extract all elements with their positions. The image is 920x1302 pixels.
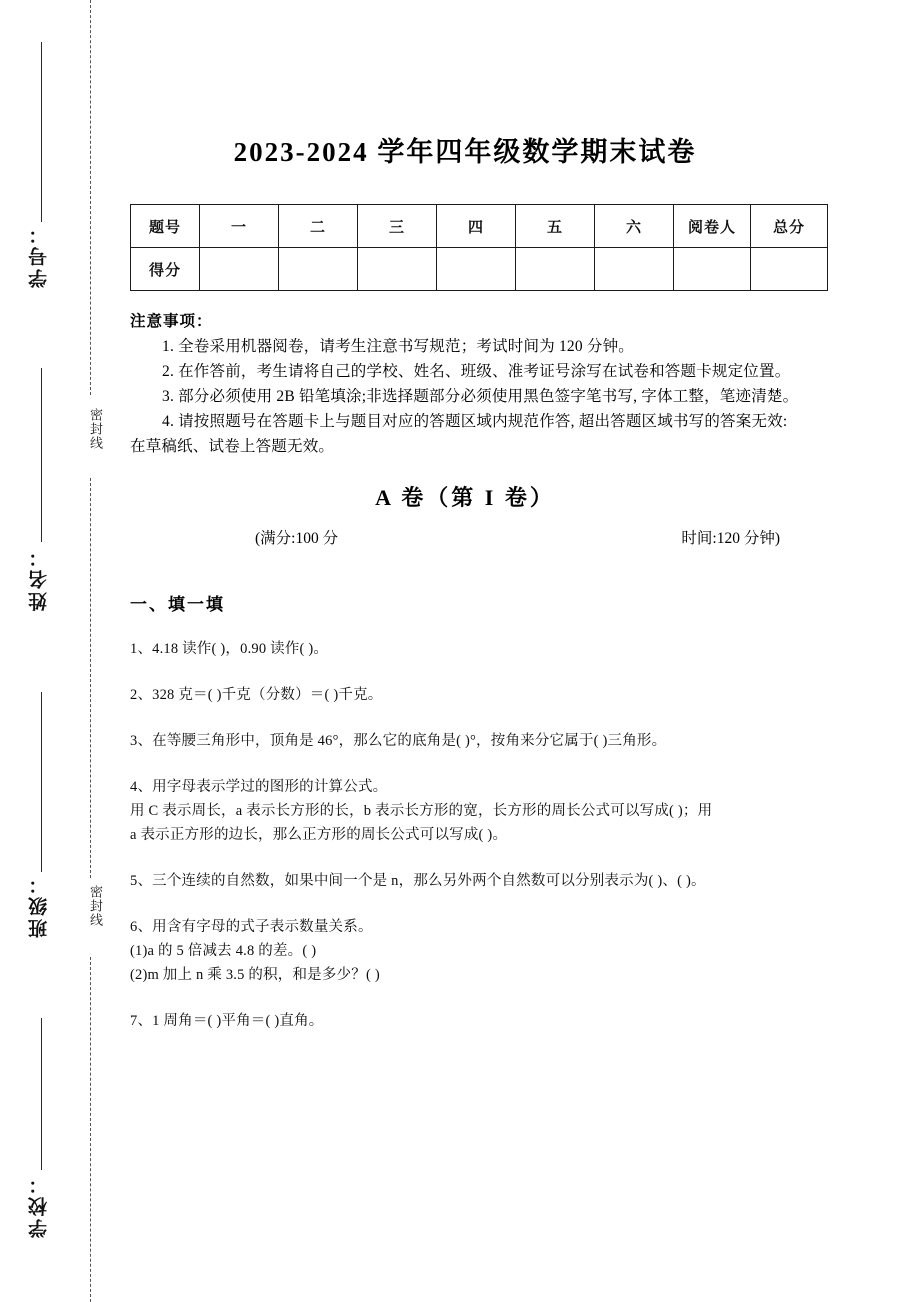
question-6 bbox=[130, 915, 800, 987]
exam-sheet bbox=[130, 0, 805, 1302]
question-1 bbox=[130, 637, 800, 661]
seal-line-label-top: 密封线 bbox=[88, 408, 103, 450]
full-score-label: (满分:100 分 bbox=[255, 530, 339, 547]
score-table-cell: 四 bbox=[437, 205, 516, 248]
notice-block bbox=[130, 309, 800, 459]
seal-strip bbox=[0, 0, 120, 1302]
student-id-rule bbox=[41, 42, 42, 222]
score-table-cell: 三 bbox=[358, 205, 437, 248]
paper-meta bbox=[130, 526, 800, 548]
question-line: 4、用字母表示学过的图形的计算公式。 bbox=[130, 779, 388, 795]
score-entry-cell[interactable] bbox=[437, 248, 516, 291]
table-row-header bbox=[131, 205, 828, 248]
notice-item-3: 3. 部分必须使用 2B 铅笔填涂;非选择题部分必须使用黑色签字笔书写, 字体工整，笔迹清楚。 bbox=[162, 388, 799, 405]
notice-item-2: 2. 在作答前，考生请将自己的学校、姓名、班级、准考证号涂写在试卷和答题卡规定位置。 bbox=[162, 363, 791, 380]
score-table-cell: 题号 bbox=[131, 205, 200, 248]
notice-item-4: 4. 请按照题号在答题卡上与题目对应的答题区域内规范作答, 超出答题区域书写的答案无效:在草稿纸、试卷上答题无效。 bbox=[130, 413, 788, 455]
score-entry-cell[interactable] bbox=[674, 248, 751, 291]
question-line: 1、4.18 读作( )，0.90 读作( )。 bbox=[130, 641, 329, 657]
class-rule bbox=[41, 692, 42, 872]
time-limit-label: 时间:120 分钟) bbox=[681, 530, 780, 547]
identity-label-class: 班级： bbox=[29, 872, 50, 938]
question-line: 用 C 表示周长，a 表示长方形的长，b 表示长方形的宽，长方形的周长公式可以写成( )；用 bbox=[130, 803, 713, 819]
seal-dashed-line-upper bbox=[90, 0, 91, 395]
question-line: 7、1 周角＝( )平角＝( )直角。 bbox=[130, 1013, 324, 1029]
question-line: a 表示正方形的边长，那么正方形的周长公式可以写成( )。 bbox=[130, 827, 508, 843]
seal-line-label-bottom: 密封线 bbox=[88, 885, 103, 927]
seal-dashed-line-middle bbox=[90, 478, 91, 878]
question-line: 6、用含有字母的式子表示数量关系。 bbox=[130, 919, 373, 935]
score-table-cell: 五 bbox=[516, 205, 595, 248]
school-rule bbox=[41, 1018, 42, 1170]
page-title: 2023-2024 学年四年级数学期末试卷 bbox=[233, 137, 697, 167]
score-table-cell: 阅卷人 bbox=[674, 205, 751, 248]
score-table bbox=[130, 204, 828, 291]
score-entry-cell[interactable] bbox=[200, 248, 279, 291]
question-4 bbox=[130, 775, 800, 847]
score-table-cell: 六 bbox=[595, 205, 674, 248]
score-entry-cell[interactable] bbox=[751, 248, 828, 291]
identity-label-student-id: 学号： bbox=[29, 222, 50, 288]
question-2 bbox=[130, 683, 800, 707]
notice-item-1: 1. 全卷采用机器阅卷，请考生注意书写规范；考试时间为 120 分钟。 bbox=[162, 338, 635, 355]
question-3 bbox=[130, 729, 800, 753]
score-table-cell: 得分 bbox=[131, 248, 200, 291]
score-table-cell: 二 bbox=[279, 205, 358, 248]
name-rule bbox=[41, 368, 42, 542]
notice-heading: 注意事项： bbox=[130, 313, 213, 330]
score-entry-cell[interactable] bbox=[516, 248, 595, 291]
table-row-score bbox=[131, 248, 828, 291]
question-5 bbox=[130, 869, 800, 893]
question-line: 5、三个连续的自然数，如果中间一个是 n，那么另外两个自然数可以分别表示为( )、( )。 bbox=[130, 873, 706, 889]
question-line: 2、328 克＝( )千克（分数）＝( )千克。 bbox=[130, 687, 383, 703]
question-line: 3、在等腰三角形中，顶角是 46°，那么它的底角是( )°，按角来分它属于( )三角形。 bbox=[130, 733, 667, 749]
seal-dashed-line-lower bbox=[90, 957, 91, 1302]
identity-label-name: 姓名： bbox=[29, 545, 50, 611]
score-entry-cell[interactable] bbox=[595, 248, 674, 291]
identity-label-school: 学校： bbox=[29, 1172, 50, 1238]
question-7 bbox=[130, 1009, 800, 1033]
question-line: (2)m 加上 n 乘 3.5 的积，和是多少？( ) bbox=[130, 967, 380, 983]
question-line: (1)a 的 5 倍减去 4.8 的差。( ) bbox=[130, 943, 317, 959]
score-entry-cell[interactable] bbox=[358, 248, 437, 291]
paper-part-title: A 卷（第 I 卷） bbox=[375, 485, 555, 510]
score-table-cell: 一 bbox=[200, 205, 279, 248]
score-entry-cell[interactable] bbox=[279, 248, 358, 291]
section-heading-fill-in-blanks: 一、填一填 bbox=[130, 595, 225, 614]
score-table-cell: 总分 bbox=[751, 205, 828, 248]
